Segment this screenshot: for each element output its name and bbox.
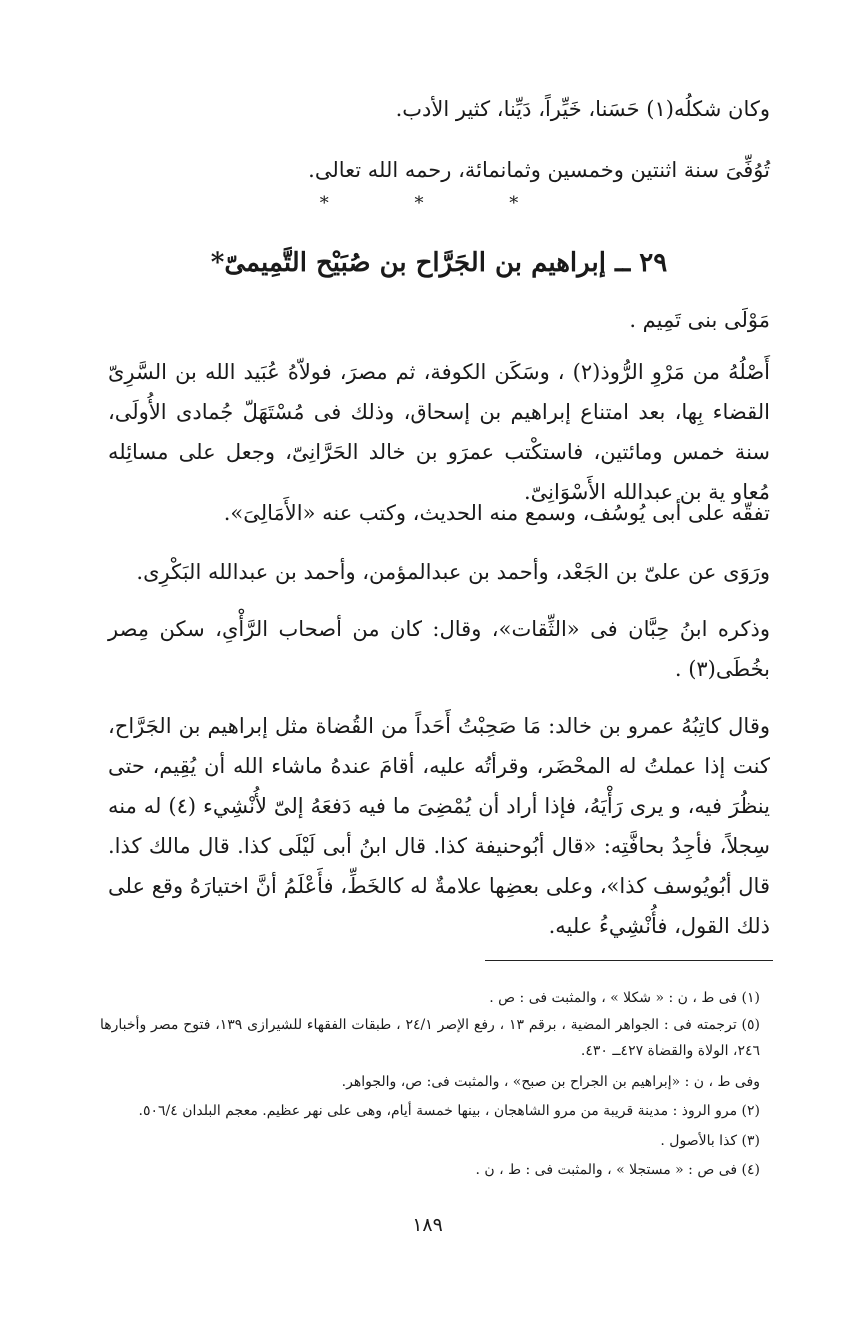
paragraph-origin: أَصْلُهُ من مَرْوِ الرُّوذ(٢) ، وسَكَن الكوفة، ثم مصرَ، فولاّهُ عُبَيد الله بن السَّرِىّ القضاء بِها، بعد امتناع إبراهيم بن إسحاق، وذلك فى مُسْتَهَلّ جُمادى الأُولَى، سنة خمس ومائتين، فاستكْتب عمرَو بن خالد الحَرَّانِىّ، وجعل على مسائِله مُعاو ية بن عبدالله الأَسْوَانِىّ. [108, 360, 770, 504]
footnote-4: (٤) فى ص : « مستجلا » ، والمثبت فى : ط ، ن . [475, 1162, 760, 1178]
paragraph-ibn-hibban: وذكره ابنُ حِبَّان فى «الثِّقات»، وقال: كان من أصحاب الرَّأْىِ، سكن مِصر بخُطَى(٣) . [108, 617, 770, 681]
footnote-star-variant: وفى ط ، ن : «إبراهيم بن الجراح بن صبح» ، والمثبت فى: ص، والجواهر. [341, 1074, 760, 1090]
footnote-2: (٢) مرو الروذ : مدينة قريبة من مرو الشاهجان ، بينها خمسة أيام، وهى على نهر عظيم. معجم البلدان ٥٠٦/٤. [138, 1103, 760, 1119]
paragraph-death: تُوُفِّىَ سنة اثنتين وخمسين وثمانمائة، رحمه الله تعالى. [308, 158, 770, 182]
footnote-divider [485, 960, 773, 961]
paragraph-scribe-account: وقال كاتِبُهُ عمرو بن خالد: مَا صَحِبْتُ أَحَداً من القُضاة مثل إبراهيم بن الجَرَّاح، كنت إذا عملتُ له المحْضَر، وقرأتُه عليه، أقامَ عندهُ ماشاء الله أن يُقِيم، حتى ينظُرَ فيه، و يرى رَأْيَهُ، فإذا أراد أن يُمْضِىَ ما فيه دَفعَهُ إلىّ لأُنْشِيء (٤) له منه سِجلاً، فأجِدُ بحافَّتِه: «قال أبُوحنيفة كذا. قال ابنُ أبى لَيْلَى كذا. قال مالك كذا. قال أبُويُوسف كذا»، وعلى بعضِها علامةٌ له كالخَطِّ، فأَعْلَمُ أنَّ اختيارَهُ وقع على ذلك القول، فأُنْشِيءُ عليه. [108, 714, 770, 938]
page-number: ١٨٩ [412, 1214, 443, 1236]
paragraph-description: وكان شكلُه(١) حَسَنا، خَيِّراً، دَيِّنا، كثير الأدب. [395, 97, 770, 121]
paragraph-client: مَوْلَى بنى تَمِيم . [629, 308, 770, 332]
footnote-star: (٥) ترجمته فى : الجواهر المضية ، برقم ١٣ ، رفع الإصر ٢٤/١ ، طبقات الفقهاء للشيرازى ١٣٩، فتوح مصر وأخبارها ٢٤٦، الولاة والقضاة ٤٢٧ــ ٤٣٠. [100, 1017, 761, 1059]
entry-heading: ٢٩ ــ إبراهيم بن الجَرَّاح بن صُبَيْح التَّمِيمىّ* [210, 248, 668, 278]
paragraph-study: تفقّه على أبى يُوسُف، وسمع منه الحديث، وكتب عنه «الأَمَالِىَ». [223, 501, 770, 525]
paragraph-narration: ورَوَى عن علىّ بن الجَعْد، وأحمد بن عبدالمؤمن، وأحمد بن عبدالله البَكْرِى. [136, 560, 770, 584]
footnote-3: (٣) كذا بالأصول . [660, 1133, 760, 1149]
footnote-1: (١) فى ط ، ن : « شكلا » ، والمثبت فى : ص . [489, 990, 760, 1006]
section-separator: * * * [319, 193, 559, 214]
